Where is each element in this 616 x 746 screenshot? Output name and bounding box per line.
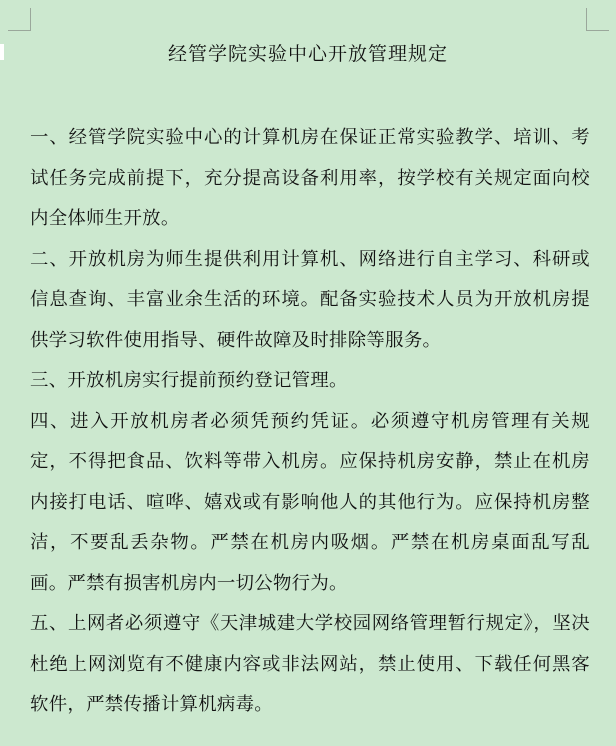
document-body bbox=[30, 118, 590, 726]
paragraph-3: 三、开放机房实行提前预约登记管理。 bbox=[30, 370, 348, 391]
paragraph-5: 五、上网者必须遵守《天津城建大学校园网络管理暂行规定》，坚决杜绝上网浏览有不健康内容或非法网站，禁止使用、下载任何黑客软件，严禁传播计算机病毒。 bbox=[30, 613, 590, 715]
paragraph-4: 四、进入开放机房者必须凭预约凭证。必须遵守机房管理有关规定，不得把食品、饮料等带入机房。应保持机房安静，禁止在机房内接打电话、喧哗、嬉戏或有影响他人的其他行为。应保持机房整洁，不要乱丢杂物。严禁在机房内吸烟。严禁在机房桌面乱写乱画。严禁有损害机房内一切公物行为。 bbox=[30, 410, 590, 594]
paragraph-2: 二、开放机房为师生提供利用计算机、网络进行自主学习、科研或信息查询、丰富业余生活的环境。配备实验技术人员为开放机房提供学习软件使用指导、硬件故障及时排除等服务。 bbox=[30, 248, 590, 351]
crop-mark-top-left bbox=[8, 8, 31, 31]
crop-mark-top-right bbox=[586, 8, 609, 31]
paragraph-1: 一、经管学院实验中心的计算机房在保证正常实验教学、培训、考试任务完成前提下，充分提高设备利用率，按学校有关规定面向校内全体师生开放。 bbox=[30, 127, 590, 229]
document-title: 经管学院实验中心开放管理规定 bbox=[167, 43, 448, 65]
